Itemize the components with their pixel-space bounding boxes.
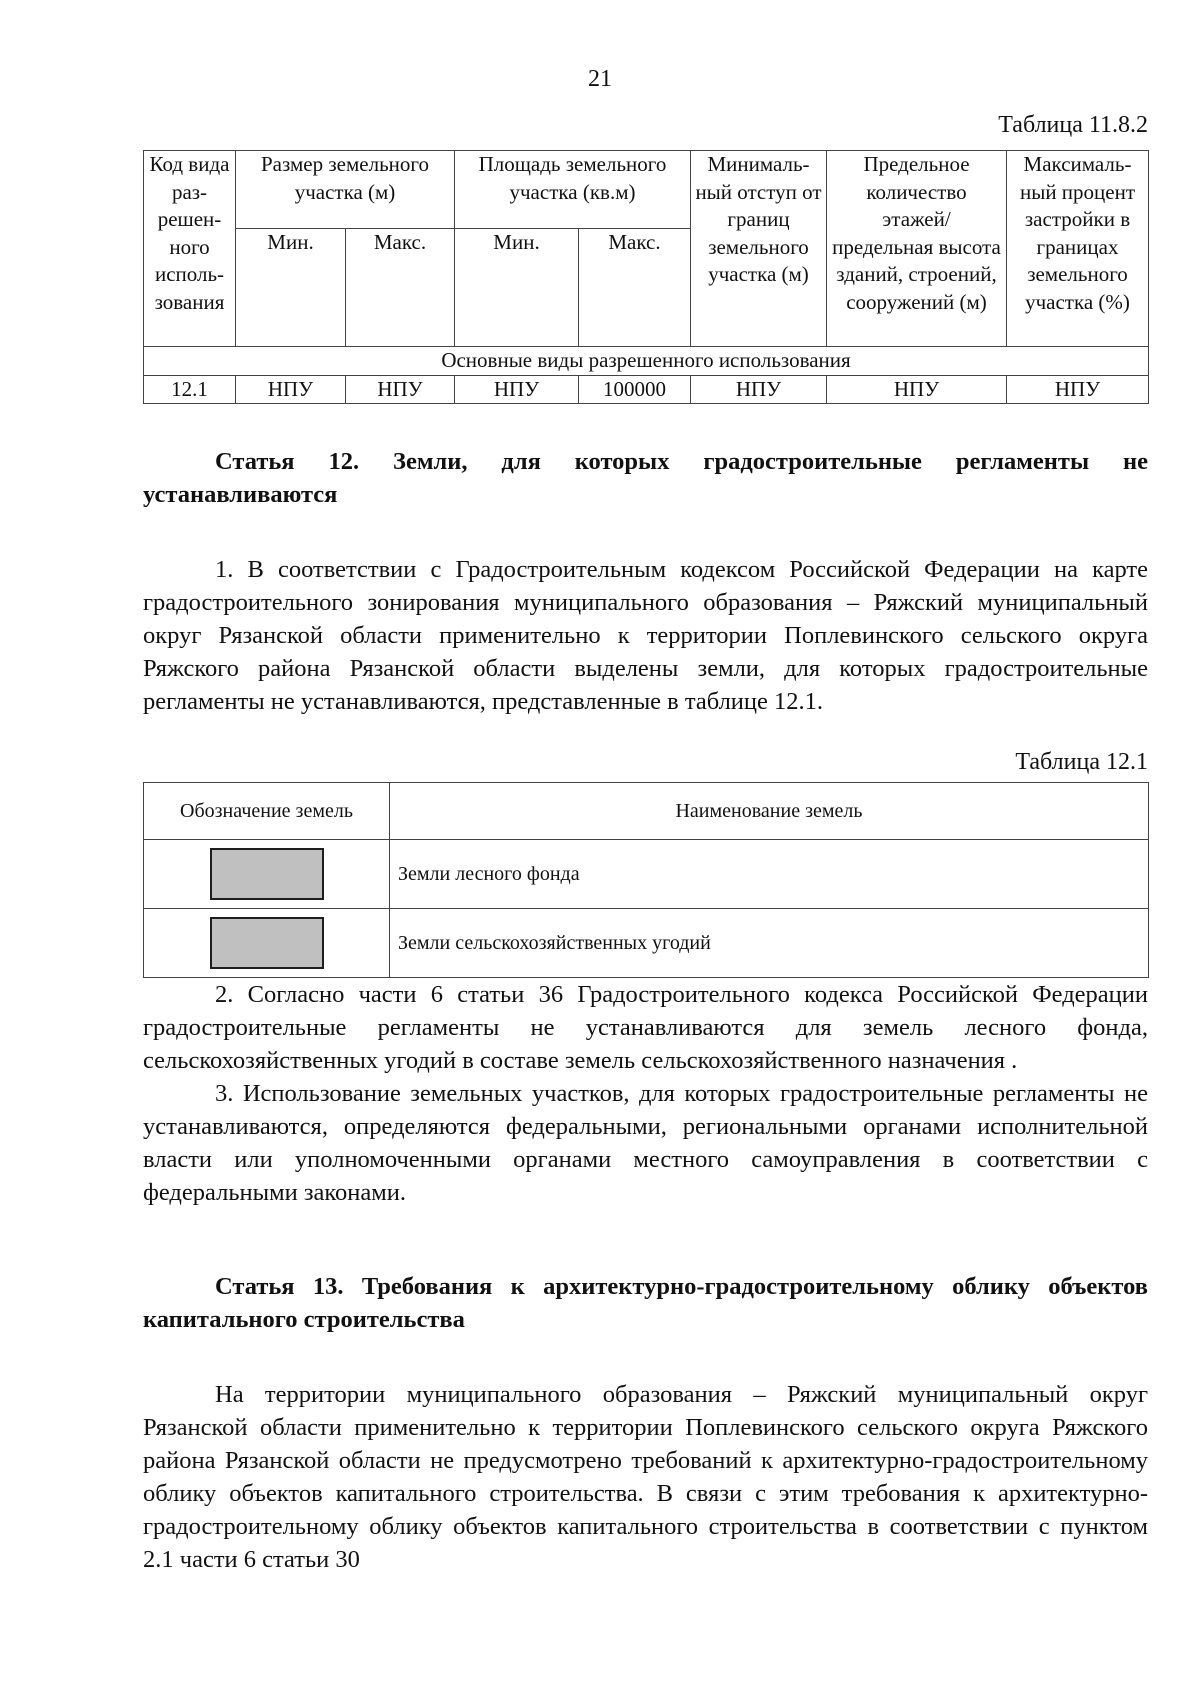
header-code: Код вида раз- решен- ного исполь- зования <box>144 151 236 347</box>
table-caption-12-1: Таблица 12.1 <box>1015 749 1148 775</box>
table-cell: НПУ <box>455 375 579 404</box>
land-swatch-cell <box>144 909 390 978</box>
table-cell: НПУ <box>827 375 1007 404</box>
agricultural-land-swatch <box>210 917 324 969</box>
table-11-8-2 <box>143 150 1149 404</box>
header-size-max: Макс. <box>346 229 455 347</box>
header-size-min: Мин. <box>236 229 346 347</box>
header-size: Размер земельного участка (м) <box>236 151 455 229</box>
table-caption-11-8-2: Таблица 11.8.2 <box>998 112 1148 138</box>
article-13-paragraph-1: На территории муниципального образования – Ряжский муниципальный округ Рязанской области применительно к территории Поплевинского сельского округа Ряжского района Рязанской области не предусмотрено требований к архитектурно-градостроительному облику объектов капитального строительства. В связи с этим требования к архитектурно-градостроительному облику объектов капитального строительства в соответствии с пунктом 2.1 части 6 статьи 30 <box>143 1381 1148 1573</box>
table-cell: НПУ <box>1007 375 1149 404</box>
header-setback: Минималь- ный отступ от границ земельного участка (м) <box>691 151 827 347</box>
header-area-min: Мин. <box>455 229 579 347</box>
header-floors: Предельное количество этажей/ предельная высота зданий, строений, сооружений (м) <box>827 151 1007 347</box>
section-row: Основные виды разрешенного использования <box>144 347 1149 376</box>
page-number: 21 <box>588 66 612 92</box>
forest-land-swatch <box>210 848 324 900</box>
article-12-paragraph-3: 3. Использование земельных участков, для которых градостроительные регламенты не устанавливаются, определяются федеральными, региональными органами исполнительной власти или уполномоченными органами местного самоуправления в соответствии с федеральными законами. <box>143 1080 1148 1206</box>
article-12-continued <box>143 978 1148 1209</box>
article-13-block <box>143 1270 1148 1576</box>
article-13-heading: Статья 13. Требования к архитектурно-градостроительному облику объектов капитального строительства <box>143 1273 1148 1333</box>
article-12-block <box>143 445 1148 718</box>
article-12-paragraph-2: 2. Согласно части 6 статьи 36 Градостроительного кодекса Российской Федерации градостроительные регламенты не устанавливаются для земель лесного фонда, сельскохозяйственных угодий в составе земель сельскохозяйственного назначения . <box>143 981 1148 1074</box>
table-12-1 <box>143 782 1149 978</box>
article-12-paragraph-1: 1. В соответствии с Градостроительным кодексом Российской Федерации на карте градостроительного зонирования муниципального образования – Ряжский муниципальный округ Рязанской области применительно к территории Поплевинского сельского округа Ряжского района Рязанской области выделены земли, для которых градостроительные регламенты не устанавливаются, представленные в таблице 12.1. <box>143 556 1148 715</box>
table-cell: 100000 <box>579 375 691 404</box>
header-area-max: Макс. <box>579 229 691 347</box>
header-land-name: Наименование земель <box>390 783 1149 840</box>
table-cell: 12.1 <box>144 375 236 404</box>
land-name: Земли лесного фонда <box>390 840 1149 909</box>
header-area: Площадь земельного участка (кв.м) <box>455 151 691 229</box>
land-swatch-cell <box>144 840 390 909</box>
table-cell: НПУ <box>346 375 455 404</box>
land-name: Земли сельскохозяйственных угодий <box>390 909 1149 978</box>
article-12-heading: Статья 12. Земли, для которых градостроительные регламенты не устанавливаются <box>143 448 1148 508</box>
header-designation: Обозначение земель <box>144 783 390 840</box>
table-cell: НПУ <box>691 375 827 404</box>
table-cell: НПУ <box>236 375 346 404</box>
header-coverage: Максималь- ный процент застройки в границах земельного участка (%) <box>1007 151 1149 347</box>
